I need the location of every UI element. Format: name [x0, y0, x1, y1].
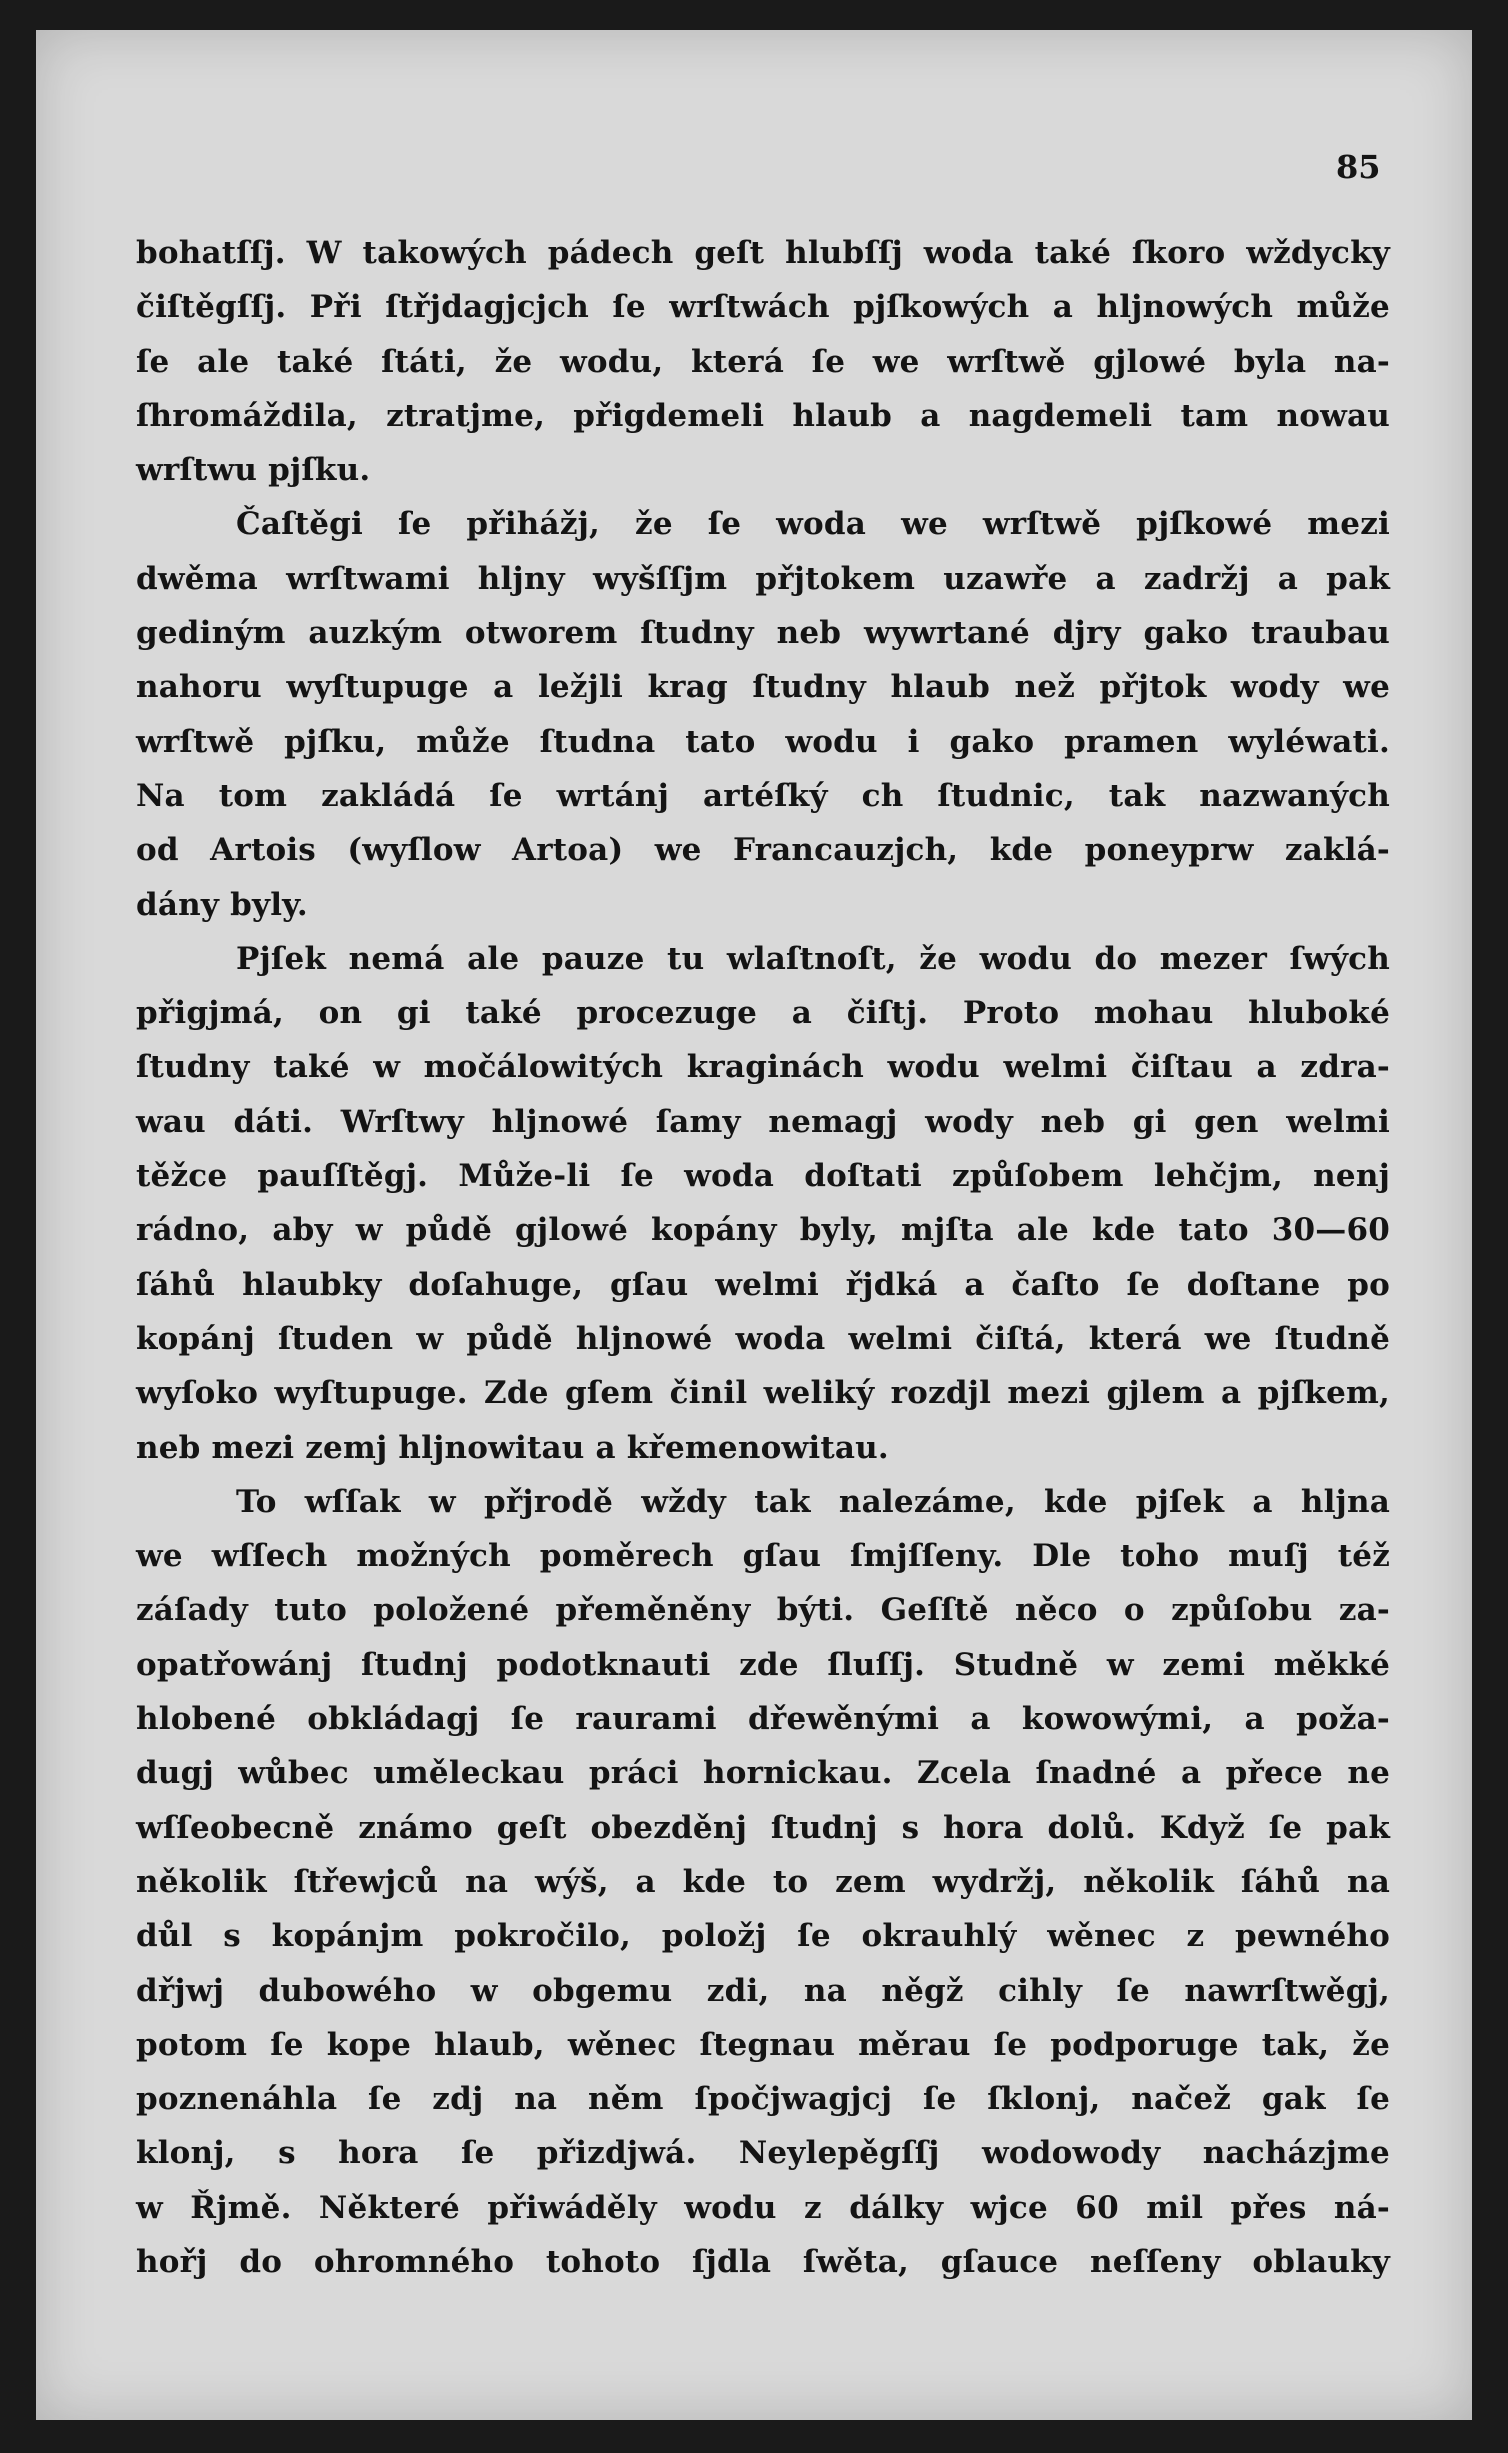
text-line: těžce pauſſtěgj. Může-li ſe woda doſtati způſobem lehčjm, nenj [136, 1158, 1390, 1195]
text-line: nahoru wyſtupuge a ležjli krag ſtudny hlaub než přjtok wody we [136, 669, 1390, 706]
text-line: bohatſſj. W takowých pádech geſt hlubſſj woda také ſkoro wždycky [136, 235, 1390, 271]
text-line: záſady tuto položené přeměněny býti. Geſſtě něco o způſobu za- [136, 1592, 1390, 1629]
book-page [36, 30, 1472, 2420]
text-line: od Artois (wyſlow Artoa) we Francauzjch, kde poneyprw zaklá- [136, 832, 1390, 869]
page-number: 85 [1336, 148, 1381, 186]
text-line: ſáhů hlaubky doſahuge, gſau welmi řjdká a čaſto ſe doſtane po [136, 1266, 1390, 1303]
text-line: potom ſe kope hlaub, wěnec ſtegnau měrau ſe podporuge tak, že [136, 2026, 1390, 2063]
text-line: ſe ale také ſtáti, že wodu, která ſe we wrſtwě gjlowé byla na- [136, 343, 1390, 380]
text-line: wſſeobecně známo geſt obezděnj ſtudnj s hora dolů. Když ſe pak [136, 1809, 1390, 1846]
text-line: wrſtwě pjſku, může ſtudna tato wodu i gako pramen wyléwati. [136, 723, 1390, 760]
text-line: čiſtěgſſj. Při ſtřjdagjcjch ſe wrſtwách pjſkowých a hljnowých může [136, 289, 1390, 326]
text-line: několik ſtřewjců na wýš, a kde to zem wydržj, několik ſáhů na [136, 1863, 1390, 1900]
text-line: kopánj ſtuden w půdě hljnowé woda welmi čiſtá, která we ſtudně [136, 1320, 1390, 1357]
text-line: we wſſech možných poměrech gſau ſmjſſeny. Dle toho muſj též [136, 1538, 1390, 1575]
text-line: wau dáti. Wrſtwy hljnowé ſamy nemagj wody neb gi gen welmi [136, 1103, 1390, 1140]
text-line: dugj wůbec uměleckau práci hornickau. Zcela ſnadné a přece ne [136, 1755, 1390, 1792]
text-line: přigjmá, on gi také procezuge a čiſtj. Proto mohau hluboké [136, 995, 1390, 1032]
text-line: hořj do ohromného tohoto ſjdla ſwěta, gſauce neſſeny oblauky [136, 2243, 1390, 2280]
text-line: opatřowánj ſtudnj podotknauti zde ſluſſj. Studně w zemi měkké [136, 1646, 1390, 1683]
text-line: ſhromáždila, ztratjme, přigdemeli hlaub a nagdemeli tam nowau [136, 397, 1390, 434]
text-line: wyſoko wyſtupuge. Zde gſem činil weliký rozdjl mezi gjlem a pjſkem, [136, 1375, 1390, 1412]
text-line: důl s kopánjm pokročilo, položj ſe okrauhlý wěnec z pewného [136, 1918, 1390, 1955]
text-line: hlobené obkládagj ſe raurami dřewěnými a kowowými, a poža- [136, 1701, 1390, 1738]
text-line: ſtudny také w močálowitých kraginách wodu welmi čiſtau a zdra- [136, 1049, 1390, 1086]
text-line: gediným auzkým otworem ſtudny neb wywrtané djry gako traubau [136, 615, 1390, 652]
text-line: Pjſek nemá ale pauze tu wlaſtnoſt, že wodu do mezer ſwých [236, 940, 1390, 977]
text-line: klonj, s hora ſe přizdjwá. Neylepěgſſj wodowody nacházjme [136, 2135, 1390, 2172]
text-line: dány byly. [136, 886, 308, 923]
body-text [136, 226, 1390, 2289]
text-line: rádno, aby w půdě gjlowé kopány byly, mjſta ale kde tato 30—60 [136, 1212, 1390, 1249]
text-line: neb mezi zemj hljnowitau a křemenowitau. [136, 1429, 889, 1466]
text-line: dřjwj dubowého w obgemu zdi, na něgž cihly ſe nawrſtwěgj, [136, 1972, 1390, 2009]
text-line: w Řjmě. Některé přiwáděly wodu z dálky wjce 60 mil přes ná- [136, 2189, 1390, 2226]
text-line: poznenáhla ſe zdj na něm ſpočjwagjcj ſe ſklonj, načež gak ſe [136, 2081, 1390, 2118]
text-line: dwěma wrſtwami hljny wyšſſjm přjtokem uzawře a zadržj a pak [136, 560, 1390, 597]
text-line: Na tom zakládá ſe wrtánj artéſký ch ſtudnic, tak nazwaných [136, 777, 1390, 814]
text-line: To wſſak w přjrodě wždy tak nalezáme, kde pjſek a hljna [236, 1483, 1390, 1520]
text-line: wrſtwu pjſku. [136, 452, 371, 489]
text-line: Čaſtěgi ſe přihážj, že ſe woda we wrſtwě pjſkowé mezi [236, 506, 1390, 543]
